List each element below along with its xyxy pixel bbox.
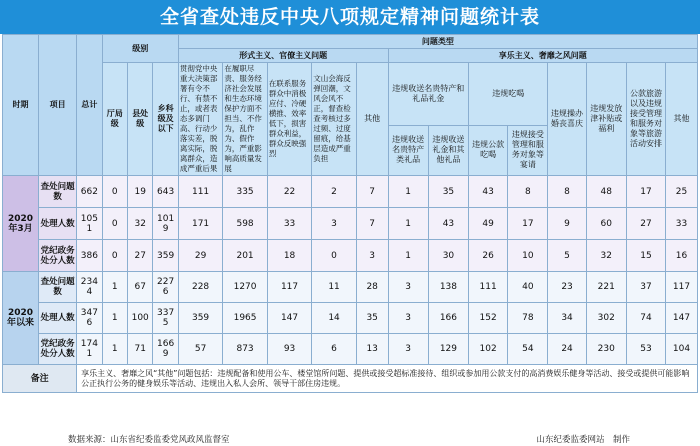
cell: 1 — [102, 272, 127, 303]
cell: 54 — [508, 334, 548, 365]
cell: 40 — [508, 272, 548, 303]
cell: 117 — [666, 272, 698, 303]
row-label: 党纪政务处分人数 — [39, 334, 77, 365]
cell: 60 — [586, 208, 626, 240]
cell: 1051 — [77, 208, 102, 240]
cell: 598 — [223, 208, 267, 240]
cell: 11 — [312, 272, 356, 303]
footer — [0, 431, 700, 446]
cell: 17 — [626, 176, 665, 208]
header-total: 总计 — [77, 35, 102, 176]
cell: 100 — [127, 303, 152, 334]
cell: 221 — [586, 272, 626, 303]
cell: 9 — [548, 208, 586, 240]
cell: 33 — [267, 208, 311, 240]
cell: 1 — [388, 176, 428, 208]
cell: 3 — [356, 240, 388, 272]
cell: 19 — [127, 176, 152, 208]
table-row — [3, 240, 698, 272]
producer: 山东纪委监委网站 制作 — [536, 435, 630, 445]
cell: 386 — [77, 240, 102, 272]
cell: 0 — [102, 240, 127, 272]
header-wedding: 违规操办婚丧喜庆 — [548, 63, 586, 176]
cell: 13 — [356, 334, 388, 365]
cell: 1 — [388, 208, 428, 240]
header-eat-2: 违规接受管理和服务对象等宴请 — [508, 125, 548, 175]
cell: 3375 — [153, 303, 178, 334]
period-label: 2020年3月 — [3, 176, 39, 272]
cell: 0 — [102, 176, 127, 208]
cell: 5 — [548, 240, 586, 272]
cell: 117 — [267, 272, 311, 303]
cell: 1270 — [223, 272, 267, 303]
cell: 35 — [356, 303, 388, 334]
cell: 302 — [586, 303, 626, 334]
table-row — [3, 334, 698, 365]
row-label: 党纪政务处分人数 — [39, 240, 77, 272]
header-subsidy: 违规发放津补贴或福利 — [586, 63, 626, 176]
header-formalism-2: 在履职尽责、服务经济社会发展和生态环境保护方面不担当、不作为，乱作为、假作为，严重影响高质量发展 — [223, 63, 267, 176]
cell: 27 — [626, 208, 665, 240]
cell: 6 — [312, 334, 356, 365]
cell: 25 — [666, 176, 698, 208]
cell: 662 — [77, 176, 102, 208]
cell: 104 — [666, 334, 698, 365]
cell: 3476 — [77, 303, 102, 334]
header-formalism-1: 贯彻党中央重大决策部署有令不行、有禁不止，或者表态多调门高、行动少落实差，脱离实际，脱离群众，造成严重后果 — [178, 63, 222, 176]
cell: 2344 — [77, 272, 102, 303]
cell: 643 — [153, 176, 178, 208]
cell: 102 — [469, 334, 508, 365]
header-formalism-3: 在联系服务群众中消极应付、冷硬横推、效率低下，损害群众利益，群众反映强烈 — [267, 63, 311, 176]
header-item: 项目 — [39, 35, 77, 176]
row-label: 查处问题数 — [39, 272, 77, 303]
header-formalism-other: 其他 — [356, 63, 388, 176]
header-travel: 公款旅游以及违规接受管理和服务对象等旅游活动安排 — [626, 63, 665, 176]
cell: 3 — [388, 272, 428, 303]
cell: 32 — [127, 208, 152, 240]
cell: 228 — [178, 272, 222, 303]
cell: 18 — [267, 240, 311, 272]
cell: 30 — [428, 240, 468, 272]
row-label: 处理人数 — [39, 208, 77, 240]
header-xian: 县处级 — [127, 63, 152, 176]
header-period: 时期 — [3, 35, 39, 176]
cell: 74 — [626, 303, 665, 334]
cell: 32 — [586, 240, 626, 272]
cell: 1 — [102, 334, 127, 365]
cell: 166 — [428, 303, 468, 334]
cell: 3 — [388, 303, 428, 334]
cell: 1019 — [153, 208, 178, 240]
period-label: 2020年以来 — [3, 272, 39, 365]
cell: 152 — [469, 303, 508, 334]
cell: 57 — [178, 334, 222, 365]
note-label: 备注 — [3, 365, 77, 393]
cell: 22 — [267, 176, 311, 208]
data-source: 数据来源：山东省纪委监委党风政风监督室 — [68, 435, 230, 445]
header-hedonism-other: 其他 — [666, 63, 698, 176]
note-row — [3, 365, 698, 393]
cell: 0 — [312, 240, 356, 272]
cell: 67 — [127, 272, 152, 303]
cell: 14 — [312, 303, 356, 334]
cell: 16 — [666, 240, 698, 272]
cell: 230 — [586, 334, 626, 365]
cell: 24 — [548, 334, 586, 365]
cell: 873 — [223, 334, 267, 365]
header-xiang: 乡科级及以下 — [153, 63, 178, 176]
cell: 35 — [428, 176, 468, 208]
cell: 43 — [469, 176, 508, 208]
cell: 15 — [626, 240, 665, 272]
note-text: 享乐主义、奢靡之风“其他”问题包括：违规配备和使用公车、楼堂馆所问题、提供或接受超标准接待、组织或参加用公款支付的高消费娱乐健身等活动、接受或提供可能影响公正执行公务的健身娱乐等活动、违规出入私人会所、领导干部住房违规。 — [77, 365, 698, 393]
cell: 129 — [428, 334, 468, 365]
cell: 29 — [178, 240, 222, 272]
cell: 359 — [178, 303, 222, 334]
header-eat-1: 违规公款吃喝 — [469, 125, 508, 175]
table-row — [3, 176, 698, 208]
header-formalism-4: 文山会海反弹回潮，文风会风不正，督查检查考核过多过频、过度留痕，给基层造成严重负担 — [312, 63, 356, 176]
row-label: 处理人数 — [39, 303, 77, 334]
cell: 93 — [267, 334, 311, 365]
cell: 3 — [312, 208, 356, 240]
cell: 43 — [428, 208, 468, 240]
cell: 7 — [356, 208, 388, 240]
cell: 26 — [469, 240, 508, 272]
header-gift: 违规收送名贵特产和礼品礼金 — [388, 63, 469, 126]
cell: 34 — [548, 303, 586, 334]
header-formalism: 形式主义、官僚主义问题 — [178, 49, 388, 63]
cell: 7 — [356, 176, 388, 208]
header-level: 级别 — [102, 35, 178, 63]
cell: 33 — [666, 208, 698, 240]
cell: 27 — [127, 240, 152, 272]
table-row — [3, 208, 698, 240]
cell: 171 — [178, 208, 222, 240]
cell: 201 — [223, 240, 267, 272]
cell: 37 — [626, 272, 665, 303]
cell: 1965 — [223, 303, 267, 334]
cell: 53 — [626, 334, 665, 365]
cell: 28 — [356, 272, 388, 303]
header-gift-1: 违规收送名贵特产类礼品 — [388, 125, 428, 175]
header-ting: 厅局级 — [102, 63, 127, 176]
cell: 138 — [428, 272, 468, 303]
cell: 1 — [102, 303, 127, 334]
table-row — [3, 272, 698, 303]
cell: 111 — [469, 272, 508, 303]
cell: 1669 — [153, 334, 178, 365]
header-gift-2: 违规收送礼金和其他礼品 — [428, 125, 468, 175]
table-row — [3, 303, 698, 334]
header-eat: 违规吃喝 — [469, 63, 548, 126]
cell: 8 — [508, 176, 548, 208]
row-label: 查处问题数 — [39, 176, 77, 208]
cell: 0 — [102, 208, 127, 240]
cell: 8 — [548, 176, 586, 208]
page-title: 全省查处违反中央八项规定精神问题统计表 — [0, 0, 700, 34]
cell: 17 — [508, 208, 548, 240]
cell: 147 — [666, 303, 698, 334]
cell: 3 — [388, 334, 428, 365]
cell: 2276 — [153, 272, 178, 303]
stats-table — [2, 34, 698, 393]
cell: 23 — [548, 272, 586, 303]
cell: 71 — [127, 334, 152, 365]
cell: 111 — [178, 176, 222, 208]
cell: 2 — [312, 176, 356, 208]
cell: 48 — [586, 176, 626, 208]
cell: 1741 — [77, 334, 102, 365]
cell: 1 — [388, 240, 428, 272]
cell: 49 — [469, 208, 508, 240]
cell: 78 — [508, 303, 548, 334]
header-problem-type: 问题类型 — [178, 35, 697, 49]
header-hedonism: 享乐主义、奢靡之风问题 — [388, 49, 697, 63]
cell: 147 — [267, 303, 311, 334]
cell: 10 — [508, 240, 548, 272]
cell: 335 — [223, 176, 267, 208]
cell: 359 — [153, 240, 178, 272]
